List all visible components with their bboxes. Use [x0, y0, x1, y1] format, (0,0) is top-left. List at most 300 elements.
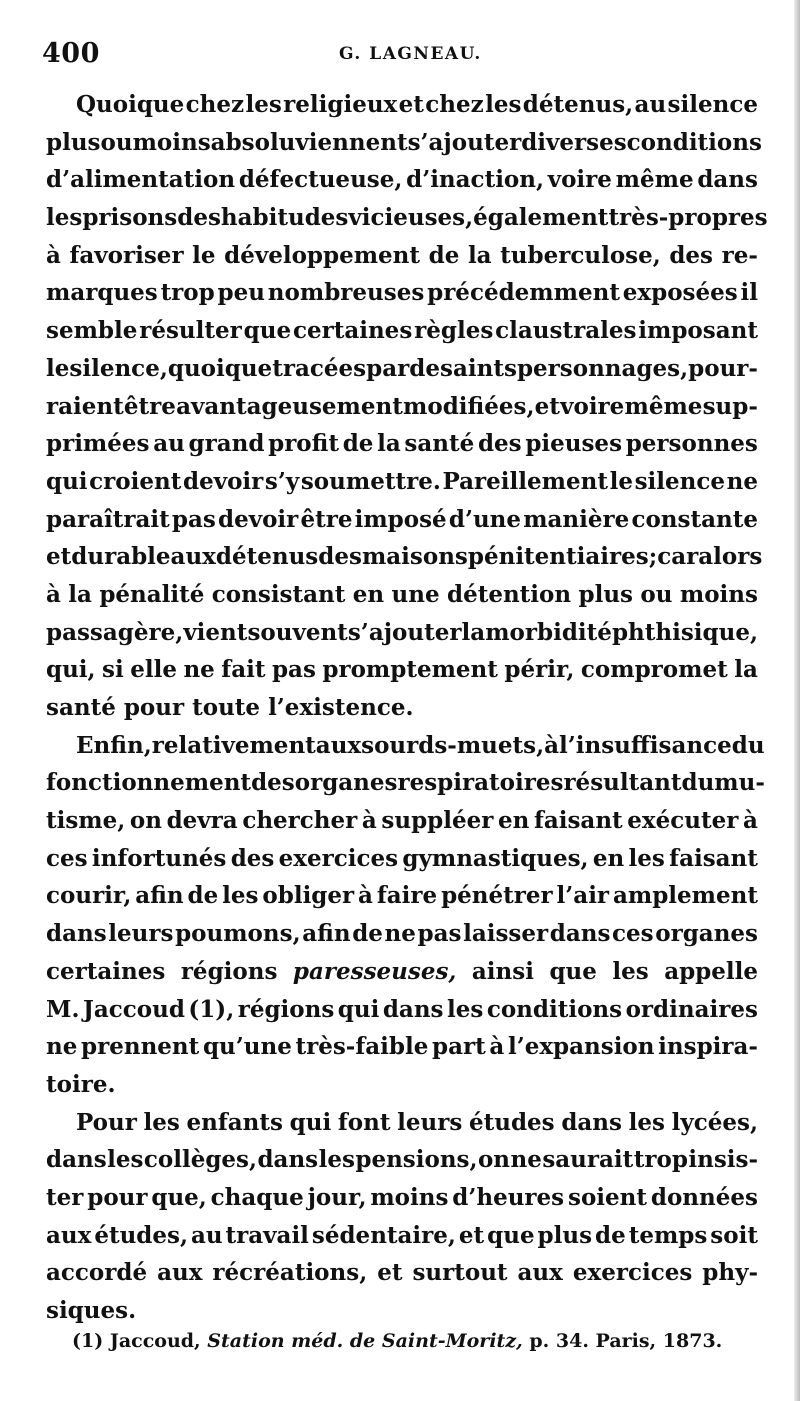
- footnote-rest: p. 34. Paris, 1873.: [529, 1330, 723, 1352]
- word: jour,: [307, 1183, 367, 1211]
- word: ter: [46, 1183, 84, 1211]
- word: périr,: [504, 656, 575, 684]
- word: l’expansion: [507, 1033, 655, 1061]
- word: absolu: [210, 128, 296, 156]
- word: la: [377, 430, 401, 458]
- word: par: [366, 354, 410, 382]
- word: précédemment: [427, 279, 620, 307]
- word: personnages,: [516, 354, 689, 382]
- word: Pareillement: [442, 467, 608, 495]
- word: chercher: [242, 807, 358, 835]
- word: part: [432, 1033, 486, 1061]
- word: moins: [370, 1183, 449, 1211]
- word: les: [46, 204, 83, 232]
- word: études,: [94, 1221, 188, 1249]
- word: résultant: [563, 769, 682, 797]
- word: infortunés: [91, 844, 227, 872]
- word: s’y: [264, 467, 300, 495]
- word: données: [650, 1183, 758, 1211]
- word: alors: [698, 543, 763, 571]
- word: Jaccoud: [82, 995, 185, 1023]
- word: appelle: [664, 957, 758, 985]
- word: ne: [510, 1146, 542, 1174]
- page-header: [42, 38, 742, 78]
- word: collèges,: [143, 1146, 258, 1174]
- word: car: [657, 543, 699, 571]
- footnote-author: Jaccoud,: [109, 1330, 201, 1352]
- word: lycées,: [671, 1108, 758, 1136]
- text-line: [46, 764, 765, 802]
- word: Pour: [76, 1108, 137, 1136]
- word: aux: [170, 543, 216, 571]
- word: et: [377, 1259, 403, 1287]
- word: les: [628, 1108, 665, 1136]
- word: ne: [46, 1033, 78, 1061]
- word: pieuses: [525, 430, 623, 458]
- word: favoriser: [69, 241, 184, 269]
- word: santé: [46, 694, 116, 721]
- word: les: [628, 844, 665, 872]
- word: sourds-muets,: [361, 731, 545, 759]
- text-line: [46, 350, 758, 388]
- word: qui,: [46, 656, 96, 684]
- word: à: [358, 882, 373, 910]
- word: ainsi: [471, 957, 534, 985]
- word: ;: [648, 543, 658, 571]
- word: le: [46, 354, 70, 382]
- word: exposées: [622, 279, 738, 307]
- word: trop: [633, 1146, 688, 1174]
- text-line: [46, 1292, 758, 1330]
- word: on: [129, 807, 162, 835]
- word: semble: [46, 317, 138, 345]
- word: ne: [384, 920, 416, 948]
- word: très-propres: [608, 204, 768, 232]
- text-line: [46, 274, 758, 312]
- word: gymnastiques,: [402, 844, 589, 872]
- word: font: [337, 1108, 391, 1136]
- word: exercices: [572, 1259, 693, 1287]
- word: et: [458, 1221, 485, 1249]
- word: habitudes: [220, 204, 349, 232]
- word: également: [473, 204, 609, 232]
- word: Quoique: [76, 91, 185, 118]
- word: les: [318, 1146, 355, 1174]
- text-line: [46, 1217, 758, 1255]
- word: afin: [135, 882, 184, 910]
- word: passagère,: [46, 618, 184, 646]
- text-line: [46, 877, 758, 915]
- word: les: [485, 91, 522, 118]
- text-line: [46, 651, 758, 689]
- text-line: [46, 388, 758, 426]
- word: toute: [192, 694, 261, 721]
- word: les: [107, 1146, 144, 1174]
- text-line: [46, 1254, 758, 1292]
- text-line: [46, 991, 758, 1029]
- word: tisme,: [46, 807, 126, 835]
- word: maisons: [361, 543, 468, 571]
- word: temps: [628, 1221, 708, 1249]
- word: fait: [221, 656, 266, 684]
- word: les: [447, 995, 484, 1023]
- word: claustrales: [495, 317, 637, 345]
- word: quoique: [167, 354, 273, 382]
- word: primées: [46, 430, 150, 458]
- word: vicieuses,: [348, 204, 474, 232]
- word: études: [468, 1108, 555, 1136]
- word: morbidité: [485, 618, 612, 646]
- word: des: [669, 241, 714, 269]
- text-line: [46, 124, 762, 162]
- word: et: [46, 543, 72, 571]
- word: travail: [225, 1221, 309, 1249]
- word: pas: [417, 920, 462, 948]
- word: il: [740, 279, 758, 307]
- word: amplement: [612, 882, 758, 910]
- word: relativement: [151, 731, 316, 759]
- word: devoir: [218, 505, 299, 533]
- word: trop: [160, 279, 215, 307]
- word: résulter: [139, 317, 242, 345]
- word: enfants: [186, 1108, 283, 1136]
- word: organes: [655, 920, 758, 948]
- word: obliger: [262, 882, 355, 910]
- word: organes: [294, 769, 398, 797]
- text-line: [46, 161, 758, 199]
- word: laisser: [463, 920, 549, 948]
- word: personnes: [625, 430, 758, 458]
- word: pas: [271, 656, 316, 684]
- word: en: [497, 807, 530, 835]
- word: conditions: [626, 128, 762, 156]
- word: sédentaire,: [311, 1221, 456, 1249]
- word: à: [361, 807, 377, 835]
- word: des: [251, 769, 295, 797]
- word: l’insuffisance: [559, 731, 732, 759]
- word: faisant: [533, 807, 623, 835]
- word: de: [352, 920, 383, 948]
- word: durable: [71, 543, 171, 571]
- word: moins: [679, 580, 758, 608]
- word: plus: [578, 580, 633, 608]
- word: que: [549, 957, 597, 985]
- word: exercices: [278, 844, 399, 872]
- word: à: [46, 580, 61, 608]
- text-line: [46, 802, 758, 840]
- word: la: [461, 618, 486, 646]
- word: marques: [46, 279, 158, 307]
- word: et: [398, 91, 424, 118]
- word: que: [487, 1221, 535, 1249]
- text-line: [46, 840, 758, 878]
- word: chaque: [210, 1183, 304, 1211]
- word: les: [222, 882, 259, 910]
- word: règles: [414, 317, 494, 345]
- word: afin: [302, 920, 351, 948]
- word: développement: [224, 241, 421, 269]
- word: en: [592, 844, 625, 872]
- text-line: [46, 538, 763, 576]
- text-line: [46, 425, 758, 463]
- word: de: [187, 882, 219, 910]
- word: Enfin,: [76, 731, 152, 759]
- word: régions: [237, 995, 335, 1023]
- word: constante: [631, 505, 758, 533]
- word: détenus: [215, 543, 319, 571]
- word: leurs: [397, 1108, 463, 1136]
- word: dans: [697, 166, 758, 194]
- page-number: 400: [42, 38, 100, 69]
- word: plus: [537, 1221, 593, 1249]
- word: à: [489, 1033, 505, 1061]
- word: elle: [130, 656, 177, 684]
- word: diverses: [521, 128, 627, 156]
- word: de: [595, 1221, 626, 1249]
- word: pensions,: [355, 1146, 478, 1174]
- text-line: [46, 953, 758, 991]
- word: vient: [183, 618, 248, 646]
- word: le: [192, 241, 216, 269]
- word: ne: [183, 656, 215, 684]
- word: pour: [87, 1183, 148, 1211]
- word: même: [615, 166, 694, 194]
- word: des: [477, 430, 522, 458]
- footnote-title: Station méd. de Saint-Moritz,: [207, 1330, 523, 1352]
- word: défectueuse,: [238, 166, 403, 194]
- word: dans: [46, 920, 107, 948]
- word: toire.: [46, 1070, 116, 1098]
- word: des: [318, 543, 362, 571]
- text-line: [46, 1179, 758, 1217]
- word: faisant: [669, 844, 758, 872]
- word: très-faible: [295, 1033, 429, 1061]
- page-edge-shadow: [794, 0, 800, 1401]
- word: courir,: [46, 882, 132, 910]
- word: dans: [382, 995, 444, 1023]
- word: dans: [561, 1108, 622, 1136]
- word: re-: [721, 241, 758, 269]
- text-line: [46, 727, 765, 765]
- word: (1),: [188, 995, 235, 1023]
- word: dans: [549, 920, 611, 948]
- word: devoir: [182, 467, 264, 495]
- word: pénitentiaires: [467, 543, 649, 571]
- word: viennent: [295, 128, 408, 156]
- word: d’alimentation: [46, 166, 236, 194]
- word: régions: [180, 957, 278, 985]
- text-line: [46, 1066, 758, 1104]
- word: silence: [667, 91, 758, 118]
- word: suppléer: [381, 807, 494, 835]
- word: nombreuses: [267, 279, 425, 307]
- word: inspira-: [658, 1033, 758, 1061]
- word: soumettre.: [300, 467, 441, 495]
- word: sup-: [702, 392, 758, 420]
- word: religieux: [283, 91, 398, 118]
- word: imposant: [638, 317, 758, 345]
- text-line: [46, 1028, 758, 1066]
- word: phy-: [702, 1259, 758, 1287]
- word: on: [477, 1146, 511, 1174]
- footnote: [72, 1330, 722, 1352]
- word: soient: [568, 1183, 648, 1211]
- word: la: [734, 656, 758, 684]
- word: paraîtrait: [46, 505, 170, 533]
- word: raient: [46, 392, 124, 420]
- word: détenus,: [522, 91, 634, 118]
- word: surtout: [412, 1259, 508, 1287]
- word: modifiées,: [403, 392, 535, 420]
- word: moins: [132, 128, 211, 156]
- word: qu’une: [202, 1033, 292, 1061]
- text-line: [46, 689, 758, 727]
- word: de: [428, 241, 460, 269]
- word: de: [342, 430, 374, 458]
- word: chez: [185, 91, 245, 118]
- word: ou: [640, 580, 673, 608]
- word: M.: [46, 995, 80, 1023]
- word: qui: [337, 995, 380, 1023]
- word: aux: [46, 1221, 92, 1249]
- text-line: [46, 576, 758, 614]
- word: phthisique,: [611, 618, 758, 646]
- word: accordé: [46, 1259, 148, 1287]
- word: à: [46, 241, 61, 269]
- text-line: [46, 86, 758, 124]
- word: la: [467, 241, 492, 269]
- word: être: [123, 392, 176, 420]
- word: de: [409, 354, 440, 382]
- word: pour: [123, 694, 185, 721]
- text-line: [46, 199, 768, 237]
- word: mu-: [714, 769, 765, 797]
- word: en: [352, 580, 385, 608]
- word: santé: [404, 430, 475, 458]
- text-line: [46, 614, 758, 652]
- word: certaines: [292, 317, 413, 345]
- word: consistant: [211, 580, 346, 608]
- word: s’ajouter: [347, 618, 462, 646]
- word: du: [681, 769, 715, 797]
- word: insis-: [688, 1146, 758, 1174]
- word: imposé: [354, 505, 447, 533]
- word: ou: [100, 128, 133, 156]
- running-head: G. LAGNEAU.: [339, 44, 482, 64]
- word: croient: [89, 467, 182, 495]
- word: pour-: [688, 354, 758, 382]
- word: les: [612, 957, 649, 985]
- word: qui: [46, 467, 88, 495]
- word: au: [153, 430, 185, 458]
- word: récréations,: [212, 1259, 368, 1287]
- word: des: [230, 844, 275, 872]
- word: le: [609, 467, 633, 495]
- word: l’air: [556, 882, 610, 910]
- word: conditions: [486, 995, 623, 1023]
- word: respiratoires: [397, 769, 564, 797]
- text-line: [46, 463, 758, 501]
- word: ordinaires: [625, 995, 758, 1023]
- word: prennent: [81, 1033, 200, 1061]
- word: compromet: [580, 656, 728, 684]
- word: d’inaction,: [406, 166, 544, 194]
- word: tuberculose,: [500, 241, 661, 269]
- word: du: [731, 731, 765, 759]
- word: grand: [188, 430, 265, 458]
- word: tracées: [272, 354, 367, 382]
- text-line: [46, 501, 758, 539]
- word: la: [68, 580, 92, 608]
- word: être: [300, 505, 353, 533]
- word: chez: [425, 91, 484, 118]
- word: profit: [268, 430, 339, 458]
- text-line: [46, 1141, 758, 1179]
- word: pénalité: [99, 580, 205, 608]
- word: les: [245, 91, 282, 118]
- word: avantageusement: [176, 392, 403, 420]
- word: fonctionnement: [46, 769, 252, 797]
- word: et: [534, 392, 560, 420]
- word: à: [544, 731, 560, 759]
- word: soit: [710, 1221, 758, 1249]
- word: aux: [517, 1259, 563, 1287]
- word: siques.: [46, 1297, 137, 1324]
- word: que,: [151, 1183, 207, 1211]
- word: poumons,: [175, 920, 301, 948]
- word: silence,: [69, 354, 168, 382]
- word: paresseuses,: [292, 957, 457, 985]
- footnote-marker: (1): [72, 1330, 104, 1352]
- text-line: [46, 915, 758, 953]
- word: qui: [289, 1108, 332, 1136]
- word: promptement: [322, 656, 498, 684]
- word: dans: [257, 1146, 319, 1174]
- word: pas: [171, 505, 216, 533]
- word: prisons: [82, 204, 178, 232]
- word: d’heures: [452, 1183, 565, 1211]
- text-line: [46, 312, 758, 350]
- body-text: [46, 86, 768, 1330]
- word: pénétrer: [441, 882, 553, 910]
- word: faire: [376, 882, 438, 910]
- word: certaines: [46, 957, 166, 985]
- word: même: [624, 392, 703, 420]
- word: les: [143, 1108, 180, 1136]
- word: dans: [46, 1146, 107, 1174]
- word: au: [634, 91, 667, 118]
- word: leurs: [108, 920, 174, 948]
- word: voire: [547, 166, 612, 194]
- word: voire: [560, 392, 625, 420]
- word: peu: [217, 279, 265, 307]
- word: silence: [634, 467, 726, 495]
- word: devra: [166, 807, 238, 835]
- word: ces: [46, 844, 88, 872]
- word: saints: [440, 354, 517, 382]
- word: une: [391, 580, 440, 608]
- word: s’ajouter: [407, 128, 522, 156]
- text-line: [46, 1104, 758, 1142]
- word: des: [177, 204, 221, 232]
- word: exécuter: [627, 807, 739, 835]
- word: manière: [523, 505, 630, 533]
- word: ces: [612, 920, 654, 948]
- text-line: [46, 237, 758, 275]
- word: plus: [46, 128, 101, 156]
- word: ne: [726, 467, 758, 495]
- word: à: [743, 807, 758, 835]
